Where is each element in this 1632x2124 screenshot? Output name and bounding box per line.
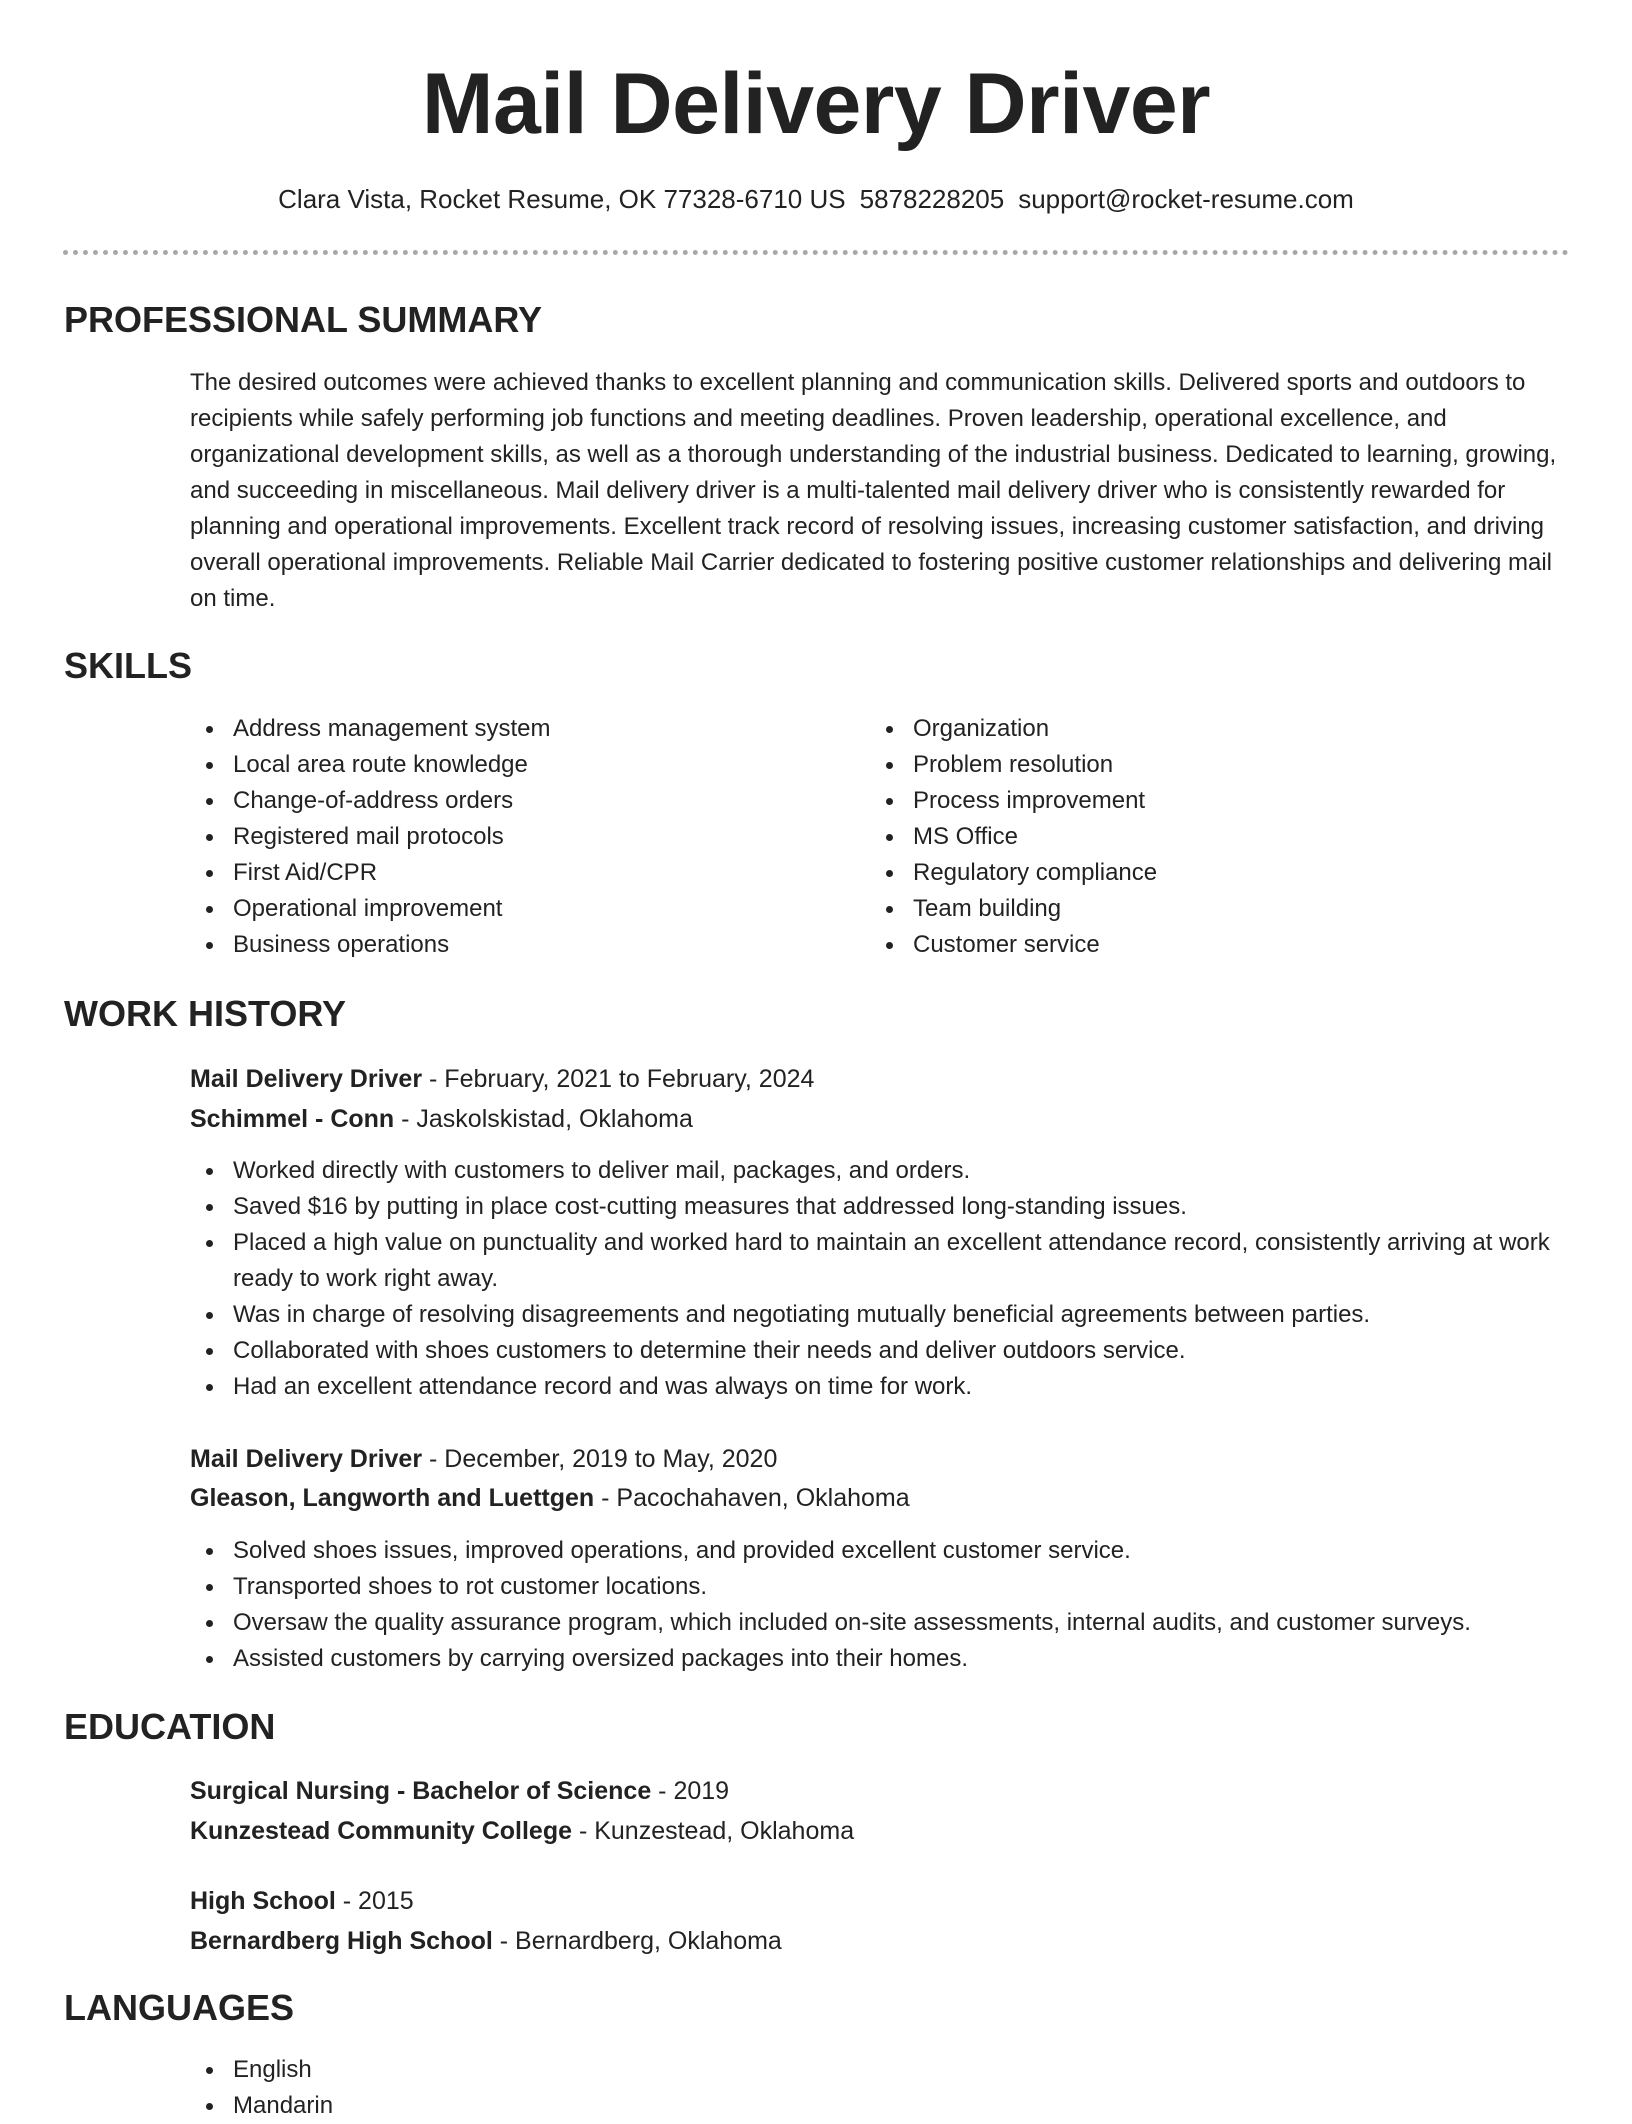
job-company-line — [190, 1480, 910, 1516]
job-role: Mail Delivery Driver — [190, 1445, 423, 1473]
job-location: - Jaskolskistad, Oklahoma — [394, 1105, 693, 1133]
education-heading: EDUCATION — [64, 1706, 276, 1747]
education-location: - Kunzestead, Oklahoma — [572, 1817, 855, 1845]
job-dates: - December, 2019 to May, 2020 — [422, 1445, 778, 1473]
skill-item: Address management system — [190, 711, 810, 747]
contact-email[interactable]: support@rocket-resume.com — [1018, 184, 1354, 214]
job-title-line — [190, 1061, 814, 1097]
skill-item: Registered mail protocols — [190, 819, 810, 855]
candidate-name: Mail Delivery Driver — [421, 56, 1211, 152]
education-degree-line — [190, 1883, 414, 1919]
contact-line — [0, 182, 1632, 216]
skill-item: MS Office — [870, 819, 1490, 855]
education-school: Bernardberg High School — [190, 1927, 493, 1955]
skill-item: Operational improvement — [190, 891, 810, 927]
job-bullet: Saved $16 by putting in place cost-cutting measures that addressed long-standing issues. — [190, 1189, 1560, 1225]
education-degree: High School — [190, 1887, 336, 1915]
education-year: - 2019 — [651, 1777, 730, 1805]
education-school: Kunzestead Community College — [190, 1817, 572, 1845]
job-bullets — [190, 1153, 1560, 1405]
summary-text: The desired outcomes were achieved thanks to excellent planning and communication skills. Delivered sports and outdoors to recipients while safely performing job functions and meeting deadlines. Proven leadership, operational excellence, and organizational development skills, as well as a thorough understanding of the industrial business. Dedicated to learning, growing, and succeeding in miscellaneous. Mail delivery driver is a multi-talented mail delivery driver who is consistently rewarded for planning and operational improvements. Excellent track record of resolving issues, increasing customer satisfaction, and driving overall operational improvements. Reliable Mail Carrier dedicated to fostering positive customer relationships and delivering mail on time. — [190, 369, 1557, 612]
skill-item: First Aid/CPR — [190, 855, 810, 891]
job-bullet: Solved shoes issues, improved operations, and provided excellent customer service. — [190, 1533, 1560, 1569]
job-company-line — [190, 1101, 693, 1137]
languages-heading: LANGUAGES — [64, 1987, 295, 2028]
skill-item: Regulatory compliance — [870, 855, 1490, 891]
languages-list — [190, 2052, 810, 2124]
skill-item: Problem resolution — [870, 747, 1490, 783]
education-degree-line — [190, 1773, 729, 1809]
education-school-line — [190, 1813, 854, 1849]
skills-list-right — [870, 711, 1490, 963]
education-school-line — [190, 1923, 782, 1959]
job-company: Schimmel - Conn — [190, 1105, 395, 1133]
skill-item: Local area route knowledge — [190, 747, 810, 783]
job-bullet: Transported shoes to rot customer locations. — [190, 1569, 1560, 1605]
job-bullet: Had an excellent attendance record and was always on time for work. — [190, 1369, 1560, 1405]
job-company: Gleason, Langworth and Luettgen — [190, 1484, 595, 1512]
job-location: - Pacochahaven, Oklahoma — [594, 1484, 910, 1512]
language-item: English — [190, 2052, 810, 2088]
skills-heading: SKILLS — [64, 645, 193, 686]
education-degree: Surgical Nursing - Bachelor of Science — [190, 1777, 652, 1805]
language-item: Mandarin — [190, 2088, 810, 2124]
header-divider — [63, 250, 1569, 255]
summary-heading: PROFESSIONAL SUMMARY — [64, 299, 543, 340]
job-title-line — [190, 1441, 777, 1477]
skill-item: Team building — [870, 891, 1490, 927]
job-bullet: Oversaw the quality assurance program, which included on-site assessments, internal audits, and customer surveys. — [190, 1605, 1560, 1641]
job-bullet: Placed a high value on punctuality and worked hard to maintain an excellent attendance record, consistently arriving at work ready to work right away. — [190, 1225, 1560, 1297]
contact-phone: 5878228205 — [859, 184, 1005, 214]
contact-address: Clara Vista, Rocket Resume, OK 77328-6710 US — [278, 184, 846, 214]
skill-item: Change-of-address orders — [190, 783, 810, 819]
skill-item: Process improvement — [870, 783, 1490, 819]
job-bullet: Worked directly with customers to deliver mail, packages, and orders. — [190, 1153, 1560, 1189]
job-role: Mail Delivery Driver — [190, 1065, 423, 1093]
job-bullet: Was in charge of resolving disagreements and negotiating mutually beneficial agreements between parties. — [190, 1297, 1560, 1333]
job-bullet: Collaborated with shoes customers to determine their needs and deliver outdoors service. — [190, 1333, 1560, 1369]
job-bullets — [190, 1533, 1560, 1677]
skill-item: Customer service — [870, 927, 1490, 963]
job-bullet: Assisted customers by carrying oversized packages into their homes. — [190, 1641, 1560, 1677]
work-history-heading: WORK HISTORY — [64, 993, 347, 1034]
job-dates: - February, 2021 to February, 2024 — [422, 1065, 815, 1093]
skill-item: Business operations — [190, 927, 810, 963]
education-location: - Bernardberg, Oklahoma — [492, 1927, 782, 1955]
skill-item: Organization — [870, 711, 1490, 747]
education-year: - 2015 — [335, 1887, 414, 1915]
skills-list-left — [190, 711, 810, 963]
